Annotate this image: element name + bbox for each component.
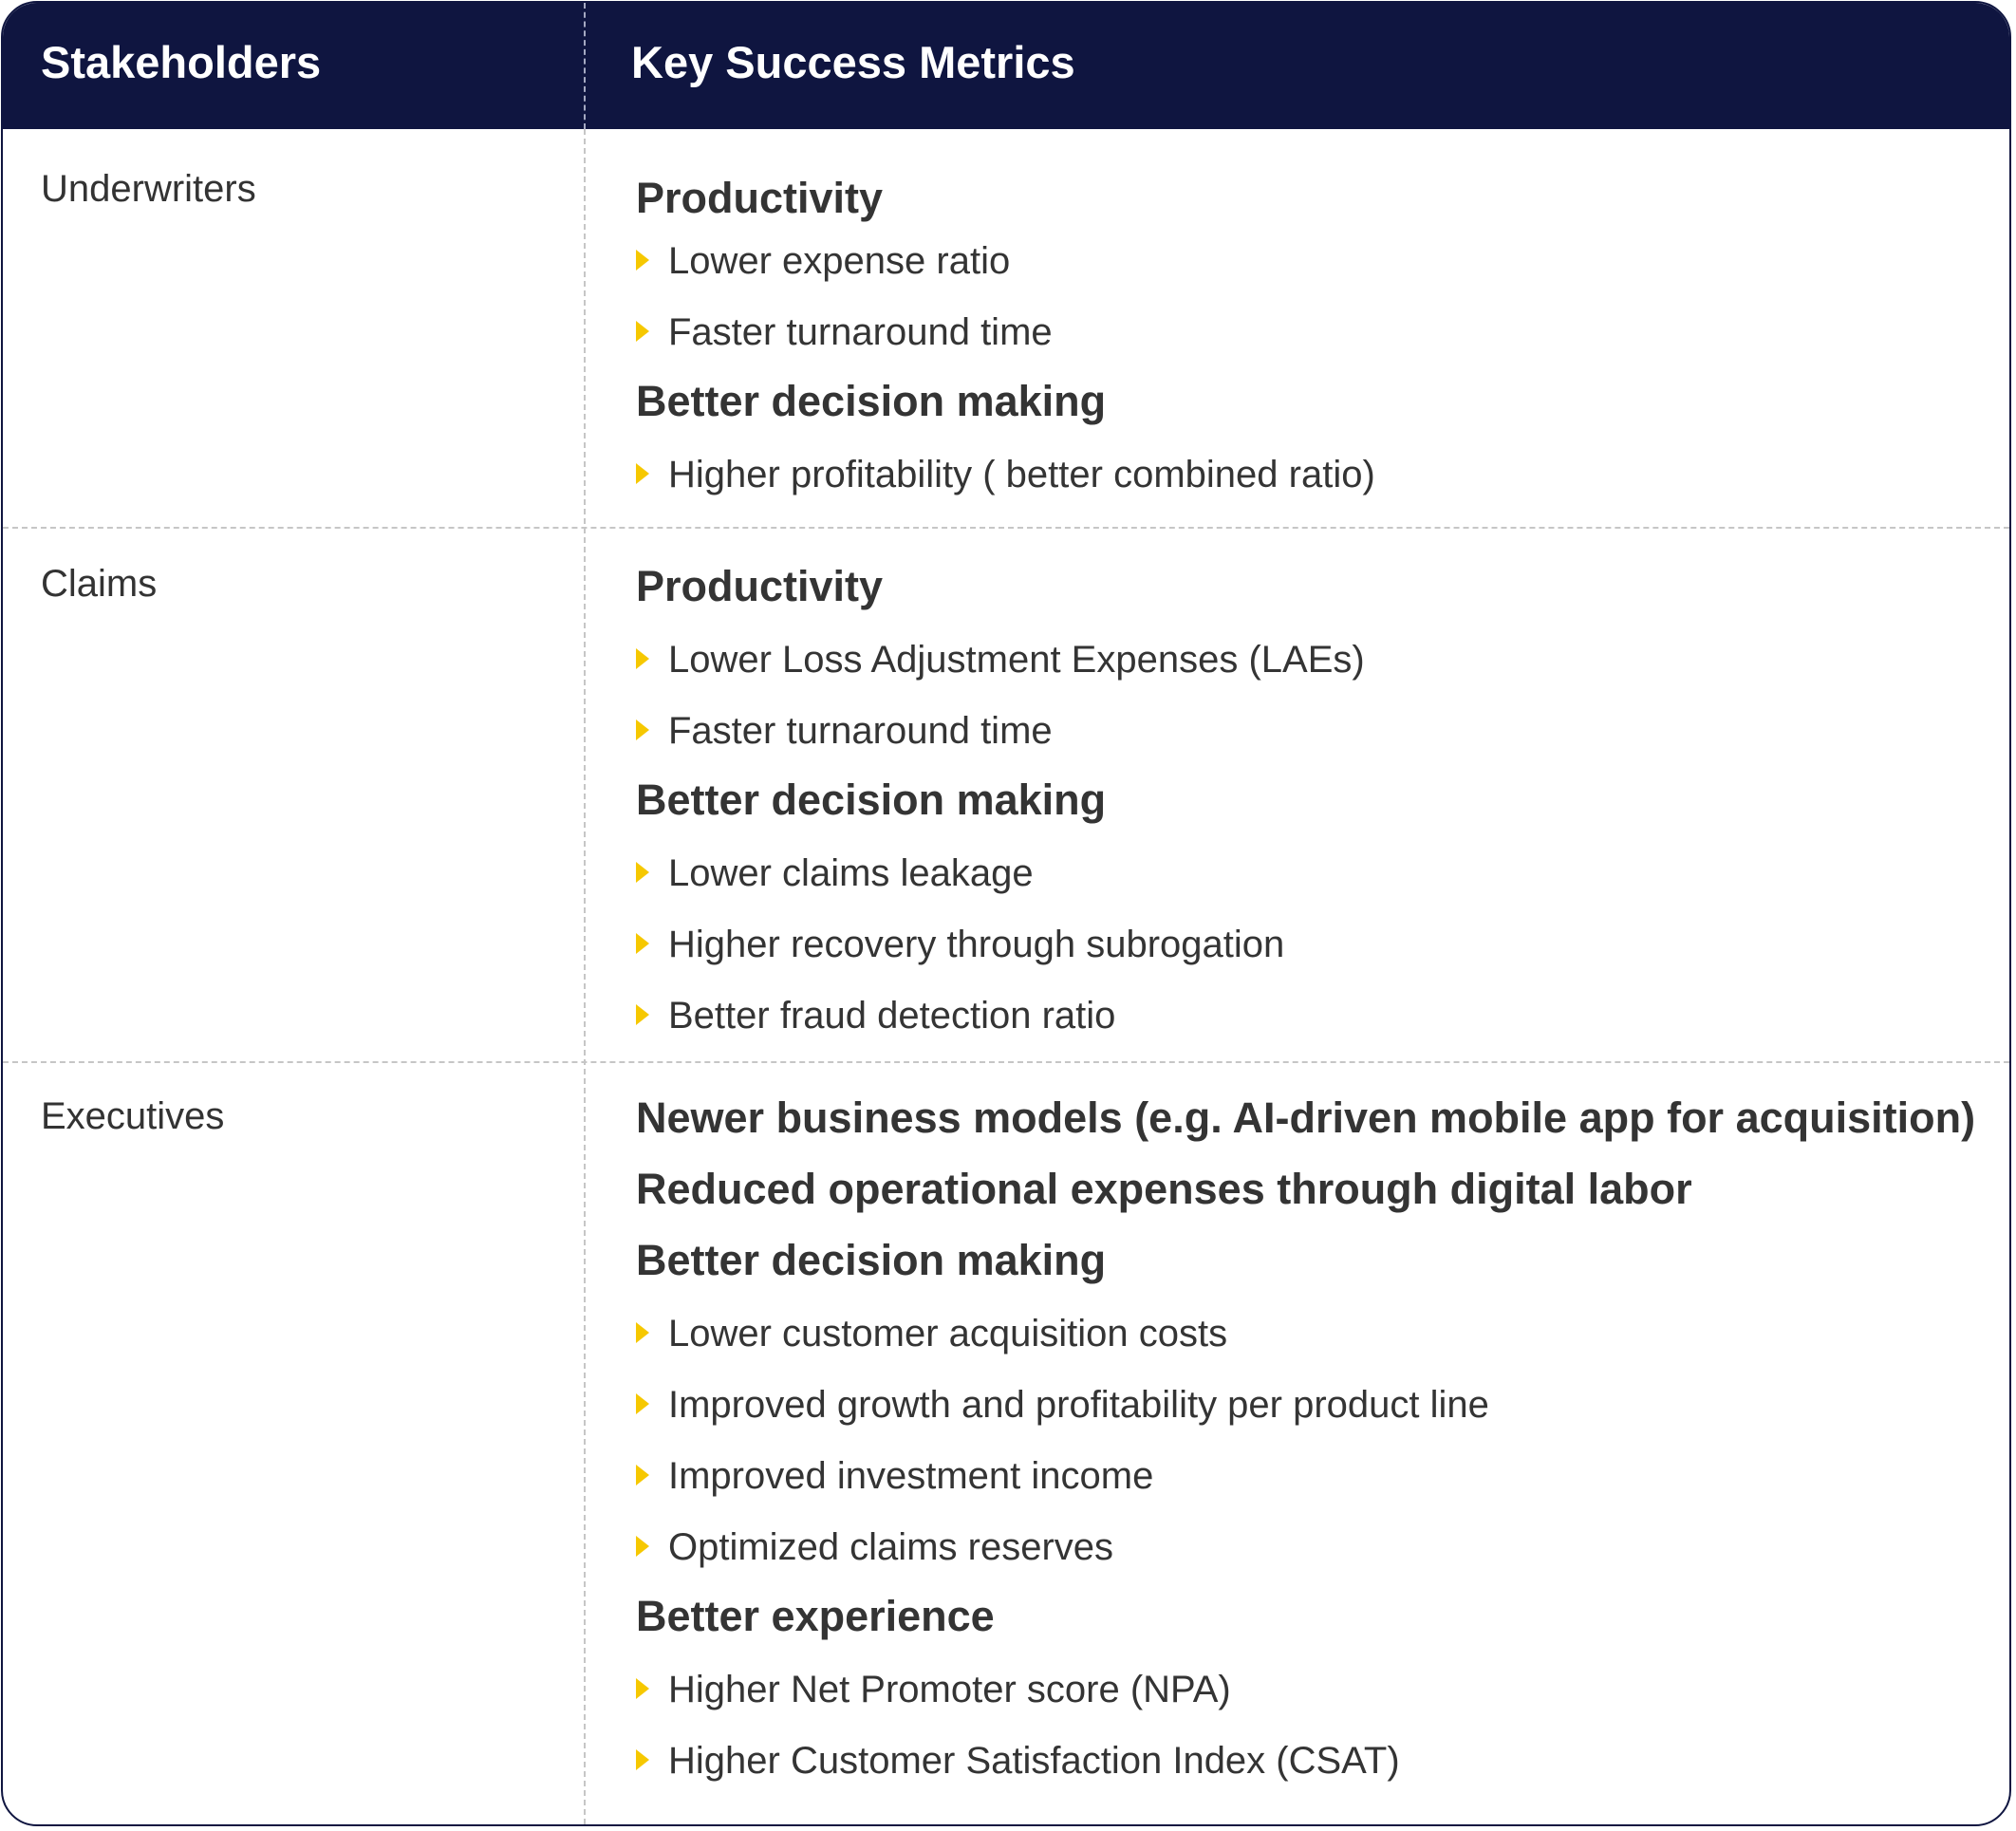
metric-heading: Newer business models (e.g. AI-driven mobile app for acquisition) bbox=[636, 1093, 1976, 1142]
header-column-divider bbox=[584, 3, 586, 129]
column-header-stakeholders: Stakeholders bbox=[41, 37, 322, 87]
metric-heading: Reduced operational expenses through digital labor bbox=[636, 1165, 1692, 1213]
metric-bullet-text: Higher recovery through subrogation bbox=[668, 924, 1285, 965]
metric-bullet-text: Lower Loss Adjustment Expenses (LAEs) bbox=[668, 639, 1365, 681]
column-divider bbox=[584, 129, 586, 1824]
metric-bullet-text: Higher profitability ( better combined ratio) bbox=[668, 454, 1375, 495]
metric-bullet-text: Faster turnaround time bbox=[668, 311, 1053, 353]
row-divider bbox=[3, 527, 2009, 529]
triangle-right-icon bbox=[636, 1536, 649, 1557]
metric-bullet bbox=[636, 636, 1365, 683]
metric-heading: Productivity bbox=[636, 174, 884, 222]
metric-bullet bbox=[636, 1523, 1113, 1571]
triangle-right-icon bbox=[636, 862, 649, 883]
triangle-right-icon bbox=[636, 250, 649, 271]
metric-bullet-text: Lower claims leakage bbox=[668, 852, 1034, 894]
metric-bullet bbox=[636, 1666, 1231, 1713]
stakeholder-executives: Executives bbox=[41, 1095, 225, 1137]
triangle-right-icon bbox=[636, 648, 649, 669]
metric-bullet-text: Better fraud detection ratio bbox=[668, 995, 1116, 1037]
metric-bullet bbox=[636, 237, 1010, 285]
metric-bullet bbox=[636, 308, 1053, 356]
metric-heading: Better experience bbox=[636, 1592, 995, 1640]
column-header-key-success-metrics: Key Success Metrics bbox=[631, 37, 1075, 87]
triangle-right-icon bbox=[636, 1393, 649, 1414]
metric-bullet-text: Lower customer acquisition costs bbox=[668, 1313, 1228, 1355]
table-header bbox=[3, 3, 2009, 129]
metric-bullet-text: Higher Customer Satisfaction Index (CSAT) bbox=[668, 1740, 1400, 1782]
metric-bullet-text: Improved growth and profitability per product line bbox=[668, 1384, 1489, 1426]
stakeholder-claims: Claims bbox=[41, 563, 158, 605]
metric-bullet bbox=[636, 1381, 1489, 1429]
metric-bullet-text: Lower expense ratio bbox=[668, 240, 1011, 282]
metric-bullet bbox=[636, 707, 1053, 755]
row-divider bbox=[3, 1061, 2009, 1063]
metric-heading: Better decision making bbox=[636, 775, 1107, 824]
metric-bullet-text: Optimized claims reserves bbox=[668, 1526, 1114, 1568]
triangle-right-icon bbox=[636, 1678, 649, 1699]
metric-bullet bbox=[636, 451, 1375, 498]
metric-heading: Productivity bbox=[636, 562, 884, 610]
metric-bullet bbox=[636, 921, 1284, 968]
metric-bullet bbox=[636, 1452, 1153, 1500]
metric-bullet-text: Improved investment income bbox=[668, 1455, 1154, 1497]
triangle-right-icon bbox=[636, 1322, 649, 1343]
triangle-right-icon bbox=[636, 719, 649, 740]
metric-bullet-text: Higher Net Promoter score (NPA) bbox=[668, 1669, 1231, 1710]
metric-bullet bbox=[636, 992, 1115, 1039]
stakeholder-underwriters: Underwriters bbox=[41, 168, 256, 210]
triangle-right-icon bbox=[636, 1465, 649, 1485]
metric-heading: Better decision making bbox=[636, 377, 1107, 425]
metric-bullet-text: Faster turnaround time bbox=[668, 710, 1053, 752]
metrics-table bbox=[1, 1, 2011, 1826]
metric-heading: Better decision making bbox=[636, 1236, 1107, 1284]
triangle-right-icon bbox=[636, 1004, 649, 1025]
metric-bullet bbox=[636, 1310, 1227, 1357]
triangle-right-icon bbox=[636, 1749, 649, 1770]
triangle-right-icon bbox=[636, 463, 649, 484]
metric-bullet bbox=[636, 1737, 1400, 1784]
triangle-right-icon bbox=[636, 321, 649, 342]
triangle-right-icon bbox=[636, 933, 649, 954]
metric-bullet bbox=[636, 850, 1034, 897]
